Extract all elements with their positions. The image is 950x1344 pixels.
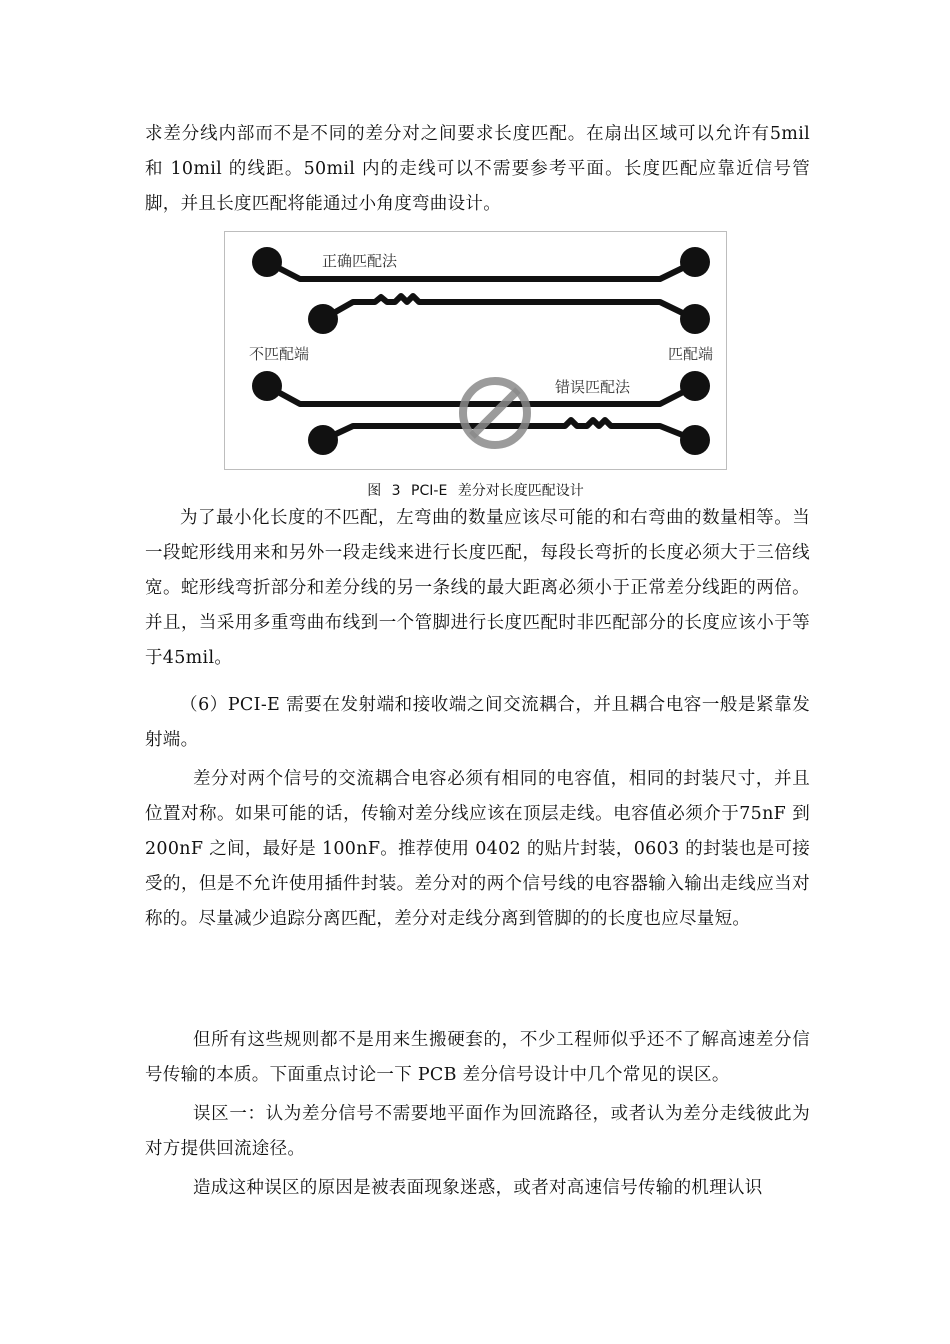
label-correct-matching: 正确匹配法: [322, 252, 398, 270]
prohibited-sign-icon: [463, 381, 527, 445]
trace-top-lower: [323, 296, 695, 319]
label-matched-end: 匹配端: [668, 345, 714, 363]
label-unmatched-end: 不匹配端: [249, 345, 310, 363]
figure-differential-length-matching: [224, 231, 727, 470]
paragraph-5: 但所有这些规则都不是用来生搬硬套的，不少工程师似乎还不了解高速差分信号传输的本质。下面重点讨论一下 PCB 差分信号设计中几个常见的误区。: [145, 1030, 810, 1085]
paragraph-7: 造成这种误区的原因是被表面现象迷惑，或者对高速信号传输的机理认识: [193, 1178, 763, 1198]
trace-bottom-lower: [323, 420, 695, 440]
pad-bottom-right-upper: [680, 371, 710, 401]
paragraph-1: 求差分线内部而不是不同的差分对之间要求长度匹配。在扇出区域可以允许有5mil 和 10mil 的线距。50mil 内的走线可以不需要参考平面。长度匹配应靠近信号管脚，并且长度匹配将能通过小角度弯曲设计。: [145, 124, 810, 214]
pad-bottom-left-upper: [252, 371, 282, 401]
figure-caption: 图 3 PCI-E 差分对长度匹配设计: [367, 483, 584, 499]
pad-top-left-upper: [252, 247, 282, 277]
figure-diagram: [225, 232, 728, 471]
pad-top-right-upper: [680, 247, 710, 277]
pad-top-left-lower: [308, 304, 338, 334]
pad-bottom-right-lower: [680, 425, 710, 455]
paragraph-6: 误区一：认为差分信号不需要地平面作为回流路径，或者认为差分走线彼此为对方提供回流途径。: [145, 1104, 810, 1159]
label-wrong-matching: 错误匹配法: [555, 378, 631, 396]
pad-top-right-lower: [680, 304, 710, 334]
paragraph-4: 差分对两个信号的交流耦合电容必须有相同的电容值，相同的封装尺寸，并且位置对称。如果可能的话，传输对差分线应该在顶层走线。电容值必须介于75nF 到 200nF 之间，最好是 100nF。推荐使用 0402 的贴片封装，0603 的封装也是可接受的，但是不允许使用插件封装。差分对的两个信号线的电容器输入输出走线应当对称的。尽量减少追踪分离匹配，差分对走线分离到管脚的的长度也应尽量短。: [145, 769, 810, 929]
paragraph-3: （6）PCI-E 需要在发射端和接收端之间交流耦合，并且耦合电容一般是紧靠发射端。: [145, 695, 810, 750]
pad-bottom-left-lower: [308, 425, 338, 455]
paragraph-2: 为了最小化长度的不匹配，左弯曲的数量应该尽可能的和右弯曲的数量相等。当一段蛇形线用来和另外一段走线来进行长度匹配，每段长弯折的长度必须大于三倍线宽。蛇形线弯折部分和差分线的另一条线的最大距离必须小于正常差分线距的两倍。并且，当采用多重弯曲布线到一个管脚进行长度匹配时非匹配部分的长度应该小于等于45mil。: [145, 508, 810, 668]
